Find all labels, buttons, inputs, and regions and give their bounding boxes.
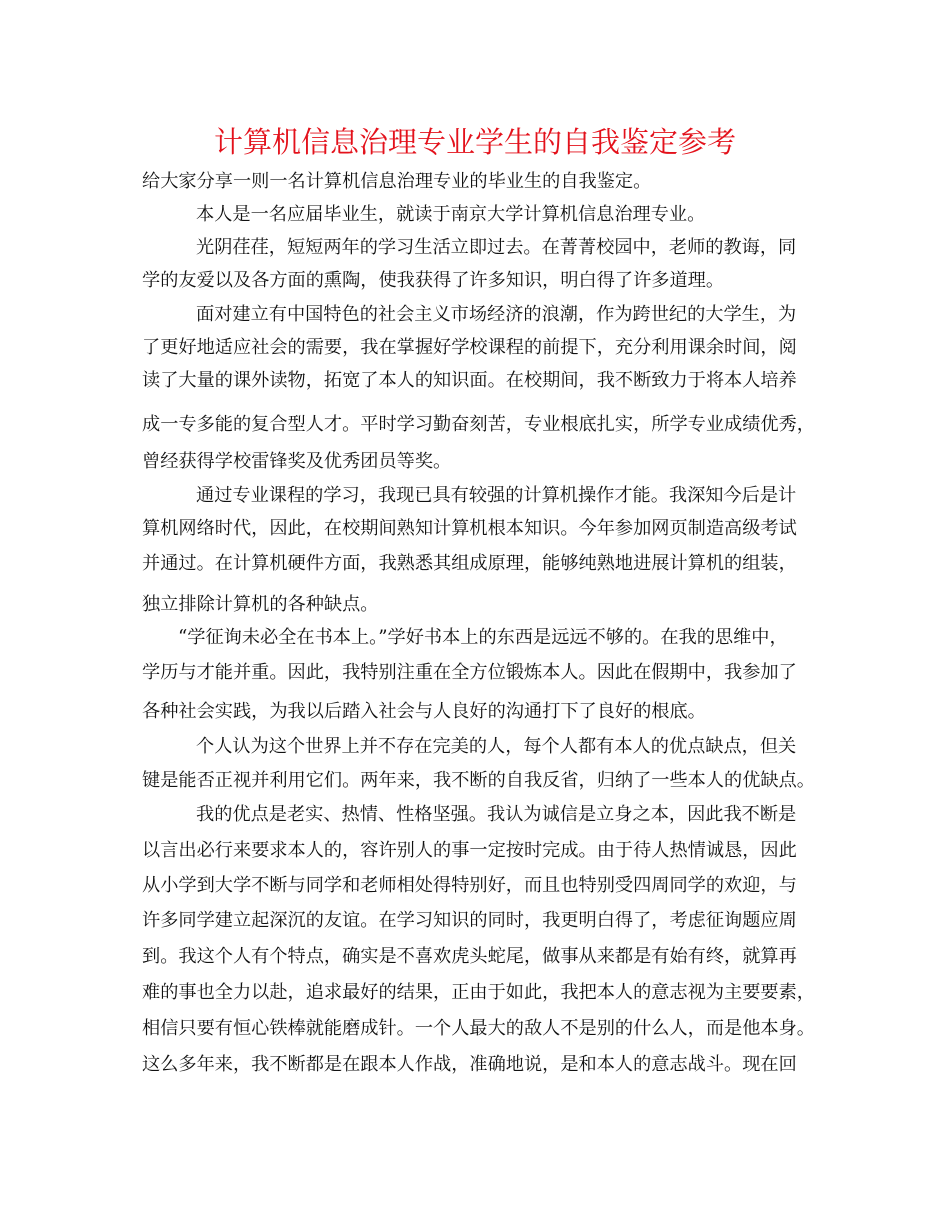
text-line: 到。我这个人有个特点，确实是不喜欢虎头蛇尾，做事从来都是有始有终，就算再 (142, 946, 797, 967)
text-line: 许多同学建立起深沉的友谊。在学习知识的同时，我更明白得了，考虑征询题应周 (142, 910, 797, 931)
text-line: 个人认为这个世界上并不存在完美的人，每个人都有本人的优点缺点，但关 (196, 736, 797, 757)
text-line: 难的事也全力以赴，追求最好的结果，正由于如此，我把本人的意志视为主要要素， (142, 982, 815, 1003)
text-line: 学历与才能并重。因此，我特别注重在全方位锻炼本人。因此在假期中，我参加了 (142, 662, 797, 683)
text-line: 这么多年来，我不断都是在跟本人作战，准确地说，是和本人的意志战斗。现在回 (142, 1054, 797, 1075)
text-line: 读了大量的课外读物，拓宽了本人的知识面。在校期间，我不断致力于将本人培养 (142, 370, 797, 391)
text-line: 算机网络时代，因此，在校期间熟知计算机根本知识。今年参加网页制造高级考试 (142, 518, 797, 539)
text-line: 本人是一名应届毕业生，就读于南京大学计算机信息治理专业。 (196, 204, 706, 225)
text-line: 面对建立有中国特色的社会主义市场经济的浪潮，作为跨世纪的大学生，为 (196, 304, 797, 325)
text-line: 并通过。在计算机硬件方面，我熟悉其组成原理，能够纯熟地进展计算机的组装， (142, 553, 797, 574)
text-line: 成一专多能的复合型人才。平时学习勤奋刻苦，专业根底扎实，所学专业成绩优秀， (142, 414, 815, 435)
text-line: 曾经获得学校雷锋奖及优秀团员等奖。 (142, 451, 452, 472)
text-line: 键是能否正视并利用它们。两年来，我不断的自我反省，归纳了一些本人的优缺点。 (142, 770, 815, 791)
text-line: “学征询未必全在书本上。”学好书本上的东西是远远不够的。在我的思维中， (178, 627, 788, 648)
text-line: 光阴荏荏，短短两年的学习生活立即过去。在菁菁校园中，老师的教诲，同 (196, 237, 797, 258)
text-line: 独立排除计算机的各种缺点。 (142, 594, 379, 615)
document-title: 计算机信息治理专业学生的自我鉴定参考 (213, 125, 736, 159)
text-line: 从小学到大学不断与同学和老师相处得特别好，而且也特别受四周同学的欢迎，与 (142, 875, 797, 896)
text-line: 以言出必行来要求本人的，容许别人的事一定按时完成。由于待人热情诚恳，因此 (142, 840, 797, 861)
text-line: 学的友爱以及各方面的熏陶，使我获得了许多知识，明白得了许多道理。 (142, 270, 725, 291)
text-line: 各种社会实践，为我以后踏入社会与人良好的沟通打下了良好的根底。 (142, 701, 706, 722)
text-line: 了更好地适应社会的需要，我在掌握好学校课程的前提下，充分利用课余时间，阅 (142, 337, 797, 358)
text-line: 相信只要有恒心铁棒就能磨成针。一个人最大的敌人不是别的什么人，而是他本身。 (142, 1018, 815, 1039)
text-line: 我的优点是老实、热情、性格坚强。我认为诚信是立身之本，因此我不断是 (196, 804, 797, 825)
text-line: 通过专业课程的学习，我现已具有较强的计算机操作才能。我深知今后是计 (196, 485, 797, 506)
text-line: 给大家分享一则一名计算机信息治理专业的毕业生的自我鉴定。 (142, 171, 652, 192)
